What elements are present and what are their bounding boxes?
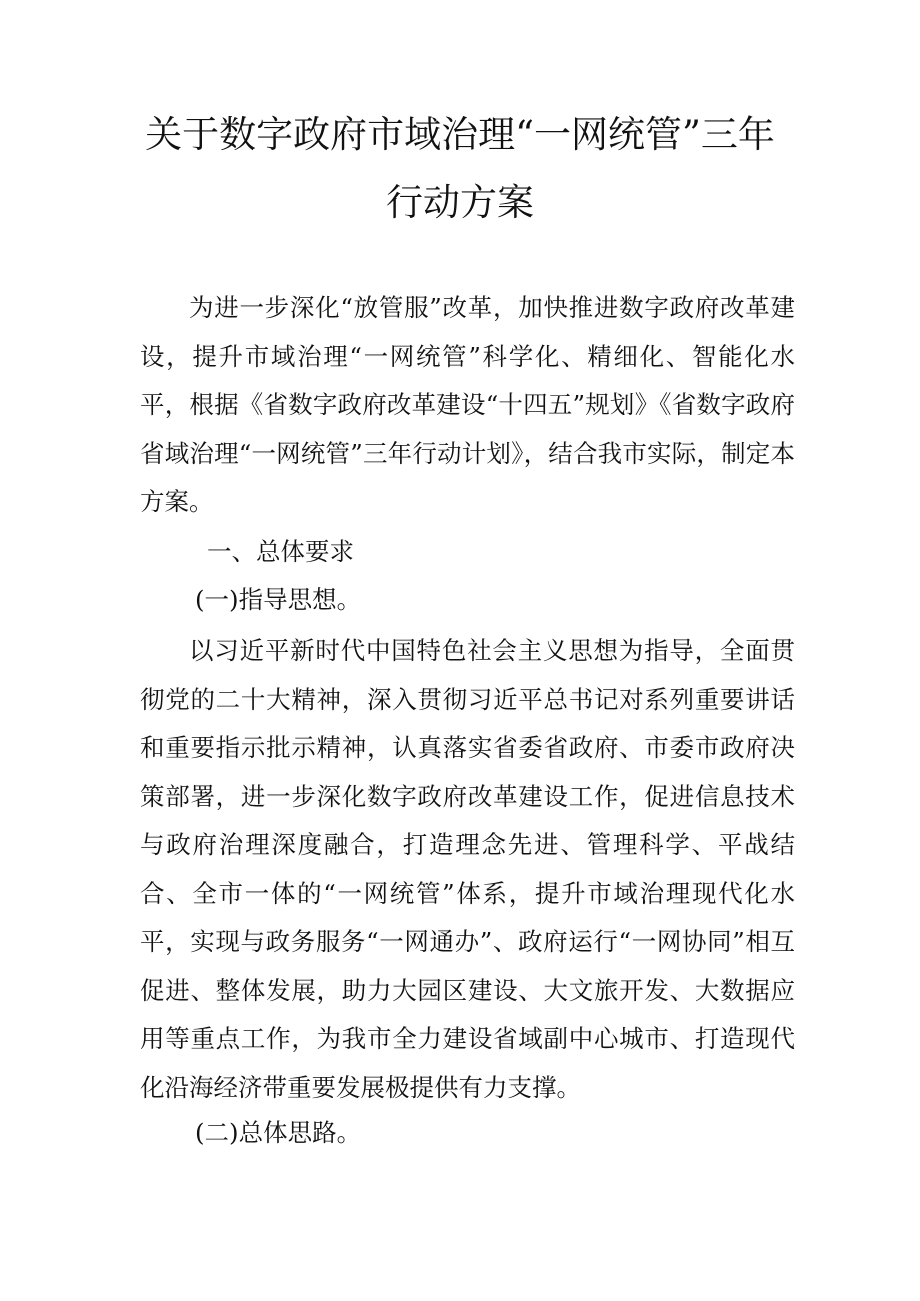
document-title-line1: 关于数字政府市域治理“一网统管”三年 bbox=[145, 113, 775, 156]
guiding-ideology-paragraph: 以习近平新时代中国特色社会主义思想为指导，全面贯彻党的二十大精神，深入贯彻习近平总书记对系列重要讲话和重要指示批示精神，认真落实省委省政府、市委市政府决策部署，进一步深化数字政府改革建设工作，促进信息技术与政府治理深度融合，打造理念先进、管理科学、平战结合、全市一体的“一网统管”体系，提升市域治理现代化水平，实现与政务服务“一网通办”、政府运行“一网协同”相互促进、整体发展，助力大园区建设、大文旅开发、大数据应用等重点工作，为我市全力建设省域副中心城市、打造现代化沿海经济带重要发展极提供有力支撑。 bbox=[140, 636, 795, 1102]
section-heading-overall-requirements: 一、总体要求 bbox=[207, 537, 354, 566]
subsection-heading-guiding-ideology: (一)指导思想。 bbox=[195, 585, 362, 614]
intro-paragraph: 为进一步深化“放管服”改革，加快推进数字政府改革建设，提升市域治理“一网统管”科学化、精细化、智能化水平，根据《省数字政府改革建设“十四五”规划》《省数字政府省域治理“一网统管”三年行动计划》，结合我市实际，制定本方案。 bbox=[140, 293, 795, 516]
subsection-heading-overall-approach: (二)总体思路。 bbox=[195, 1118, 362, 1147]
document-title-line2: 行动方案 bbox=[386, 181, 534, 224]
